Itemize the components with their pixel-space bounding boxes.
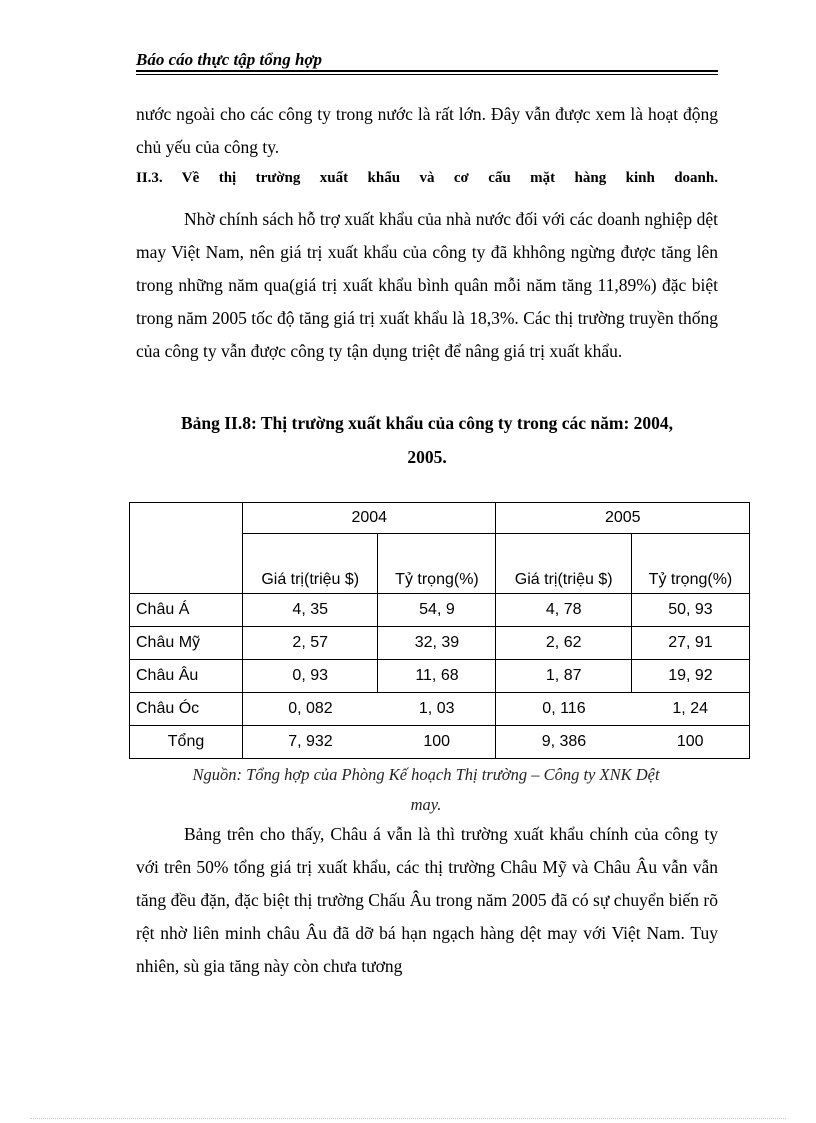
header-rule-thick	[136, 70, 718, 72]
table-caption	[136, 406, 718, 474]
source-line-1: Nguồn: Tổng hợp của Phòng Kế hoạch Thị trường – Công ty XNK Dệt	[192, 765, 660, 784]
header-empty-cell	[130, 503, 243, 594]
cell-share-2004: 54, 9	[378, 594, 496, 627]
page-bottom-border	[30, 1118, 786, 1119]
cell-share-2005: 100	[631, 726, 749, 759]
export-market-table	[129, 502, 750, 759]
paragraph-3: Bảng trên cho thấy, Châu á vẫn là thì trường xuất khẩu chính của công ty với trên 50% tổng giá trị xuất khẩu, các thị trường Châu Mỹ và Châu Âu vẫn vẫn tăng đều đặn, đặc biệt thị trường Chấu Âu trong năm 2005 đã có sự chuyển biến rõ rệt nhờ liên minh châu Âu đã dỡ bá hạn ngạch hàng dệt may với Việt Nam. Tuy nhiên, sù gia tăng này còn chưa tương	[136, 824, 718, 976]
cell-value-2005: 2, 62	[496, 627, 631, 660]
running-header: Báo cáo thực tập tổng hợp	[136, 50, 323, 69]
cell-value-2005: 4, 78	[496, 594, 631, 627]
paragraph-2: Nhờ chính sách hỗ trợ xuất khẩu của nhà nước đối với các doanh nghiệp dệt may Việt Nam, nên giá trị xuất khẩu của công ty đã khhông ngừng được tăng lên trong những năm qua(giá trị xuất khẩu bình quân mỗi năm tăng 11,89%) đặc biệt trong năm 2005 tốc độ tăng giá trị xuất khẩu là 18,3%. Các thị trường truyền thống của công ty vẫn được công ty tận dụng triệt để nâng giá trị xuất khẩu.	[136, 209, 718, 361]
table-row	[130, 594, 750, 627]
row-label: Châu Óc	[130, 693, 243, 726]
section-heading: II.3. Về thị trường xuất khẩu và cơ cấu mặt hàng kinh doanh.	[136, 170, 718, 186]
cell-value-2004: 7, 932	[243, 726, 378, 759]
cell-value-2004: 4, 35	[243, 594, 378, 627]
year-2005-header: 2005	[496, 503, 750, 534]
table-row	[130, 660, 750, 693]
subheader-value-2005: Giá trị(triệu $)	[496, 534, 631, 594]
row-label: Châu Mỹ	[130, 627, 243, 660]
table-source-note	[136, 760, 716, 820]
cell-value-2005: 1, 87	[496, 660, 631, 693]
subheader-share-2005: Tỷ trọng(%)	[631, 534, 749, 594]
cell-value-2005: 0, 116	[496, 693, 631, 726]
row-label: Châu Á	[130, 594, 243, 627]
row-label: Tổng	[130, 726, 243, 759]
cell-share-2005: 27, 91	[631, 627, 749, 660]
cell-share-2004: 32, 39	[378, 627, 496, 660]
row-label: Châu Âu	[130, 660, 243, 693]
table-row	[130, 726, 750, 759]
cell-share-2005: 19, 92	[631, 660, 749, 693]
header-rule-thin	[136, 74, 718, 75]
table-row	[130, 693, 750, 726]
cell-value-2005: 9, 386	[496, 726, 631, 759]
cell-share-2004: 100	[378, 726, 496, 759]
subheader-value-2004: Giá trị(triệu $)	[243, 534, 378, 594]
paragraph-1: nước ngoài cho các công ty trong nước là rất lớn. Đây vẫn được xem là hoạt động chủ yếu của công ty.	[136, 104, 718, 157]
cell-share-2005: 50, 93	[631, 594, 749, 627]
cell-value-2004: 0, 93	[243, 660, 378, 693]
cell-value-2004: 0, 082	[243, 693, 378, 726]
cell-value-2004: 2, 57	[243, 627, 378, 660]
caption-line-1: Bảng II.8: Thị trường xuất khẩu của công ty trong các năm: 2004,	[180, 413, 674, 433]
year-2004-header: 2004	[243, 503, 496, 534]
table-header-row-years	[130, 503, 750, 534]
cell-share-2004: 11, 68	[378, 660, 496, 693]
subheader-share-2004: Tỷ trọng(%)	[378, 534, 496, 594]
cell-share-2004: 1, 03	[378, 693, 496, 726]
table-row	[130, 627, 750, 660]
source-line-2: may.	[410, 795, 442, 814]
caption-line-2: 2005.	[407, 447, 447, 467]
cell-share-2005: 1, 24	[631, 693, 749, 726]
